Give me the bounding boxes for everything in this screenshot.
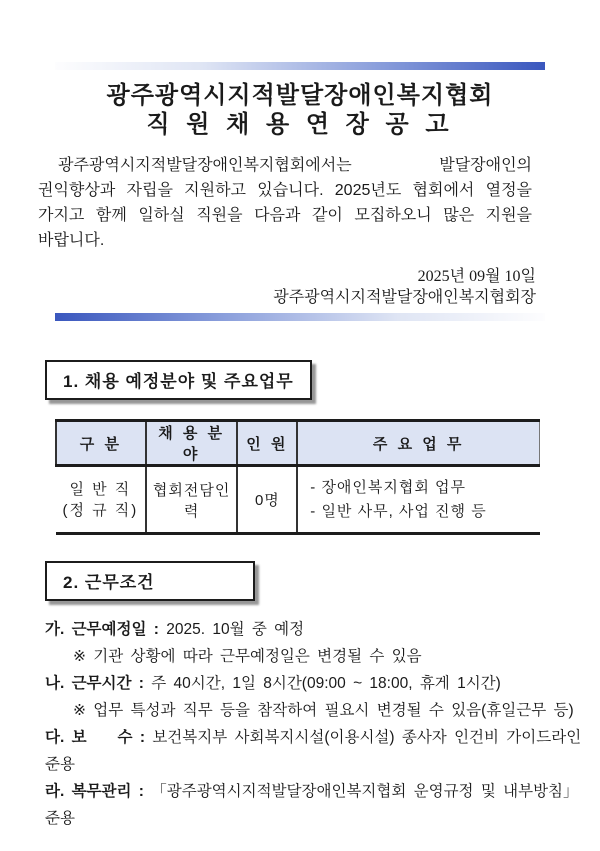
item-text: 주 40시간, 1일 8시간(09:00 ~ 18:00, 휴게 1시간) <box>151 675 501 692</box>
duty-line2: - 일반 사무, 사업 진행 등 <box>310 502 487 520</box>
recruitment-table <box>55 419 540 535</box>
item-separator: : <box>146 621 167 638</box>
item-text: 보건복지부 사회복지시설(이용시설) 종사자 인건비 가이드라인 준용 <box>45 729 582 773</box>
cell-count: 0명 <box>237 466 297 534</box>
item-label: 나. 근무시간 <box>45 675 132 692</box>
duty-line1: - 장애인복지협회 업무 <box>310 478 467 496</box>
section1-heading-wrap <box>45 360 600 400</box>
signature-block <box>0 266 536 308</box>
table-header-row <box>56 421 540 466</box>
col-header-field: 채 용 분 야 <box>146 421 238 466</box>
intro-paragraph: 광주광역시지적발달장애인복지협회에서는 발달장애인의 권익향상과 자립을 지원하고 있습니다. 2025년도 협회에서 열정을 가지고 함께 일하실 직원을 다음과 같이 모집하오니 많은 지원을 바랍니다. <box>38 157 532 249</box>
category-line2: (정 규 직) <box>62 501 139 519</box>
signer-name: 광주광역시지적발달장애인복지협회장 <box>273 289 536 306</box>
item-text: 2025. 10월 중 예정 <box>166 621 305 638</box>
item-label: 다. 보 수 <box>45 729 133 746</box>
list-note-work-date: ※ 기관 상황에 따라 근무예정일은 변경될 수 있음 <box>73 648 422 665</box>
section2-heading: 2. 근무조건 <box>45 561 255 601</box>
section2-heading-wrap <box>45 561 600 601</box>
item-separator: : <box>132 729 153 746</box>
col-header-category: 구 분 <box>56 421 146 466</box>
list-item-work-hours <box>45 670 600 697</box>
item-text: 「광주광역시지적발달장애인복지협회 운영규정 및 내부방침」 준용 <box>45 783 579 827</box>
col-header-duties: 주 요 업 무 <box>297 421 539 466</box>
notice-title: 직 원 채 용 연 장 공 고 <box>146 111 454 138</box>
item-separator: : <box>131 675 152 692</box>
cell-field: 협회전담인력 <box>146 466 238 534</box>
item-separator: : <box>131 783 152 800</box>
item-label: 가. 근무예정일 <box>45 621 147 638</box>
list-item-service-rules <box>45 778 600 832</box>
cell-category <box>56 466 146 534</box>
list-item-work-date <box>45 616 600 643</box>
bottom-gradient-rule <box>55 313 545 321</box>
col-header-count: 인 원 <box>237 421 297 466</box>
list-note-work-hours: ※ 업무 특성과 직무 등을 참작하여 필요시 변경될 수 있음(휴일근무 등) <box>73 702 574 719</box>
top-gradient-rule <box>55 62 545 70</box>
list-item-pay <box>45 724 600 778</box>
working-conditions-list <box>45 616 600 832</box>
table-row <box>56 466 540 534</box>
category-line1: 일 반 직 <box>69 480 132 498</box>
org-name-title: 광주광역시지적발달장애인복지협회 <box>106 82 494 109</box>
item-label: 라. 복무관리 <box>45 783 132 800</box>
cell-duties <box>297 466 539 534</box>
notice-date: 2025년 09월 10일 <box>417 268 536 285</box>
section1-heading: 1. 채용 예정분야 및 주요업무 <box>45 360 312 400</box>
